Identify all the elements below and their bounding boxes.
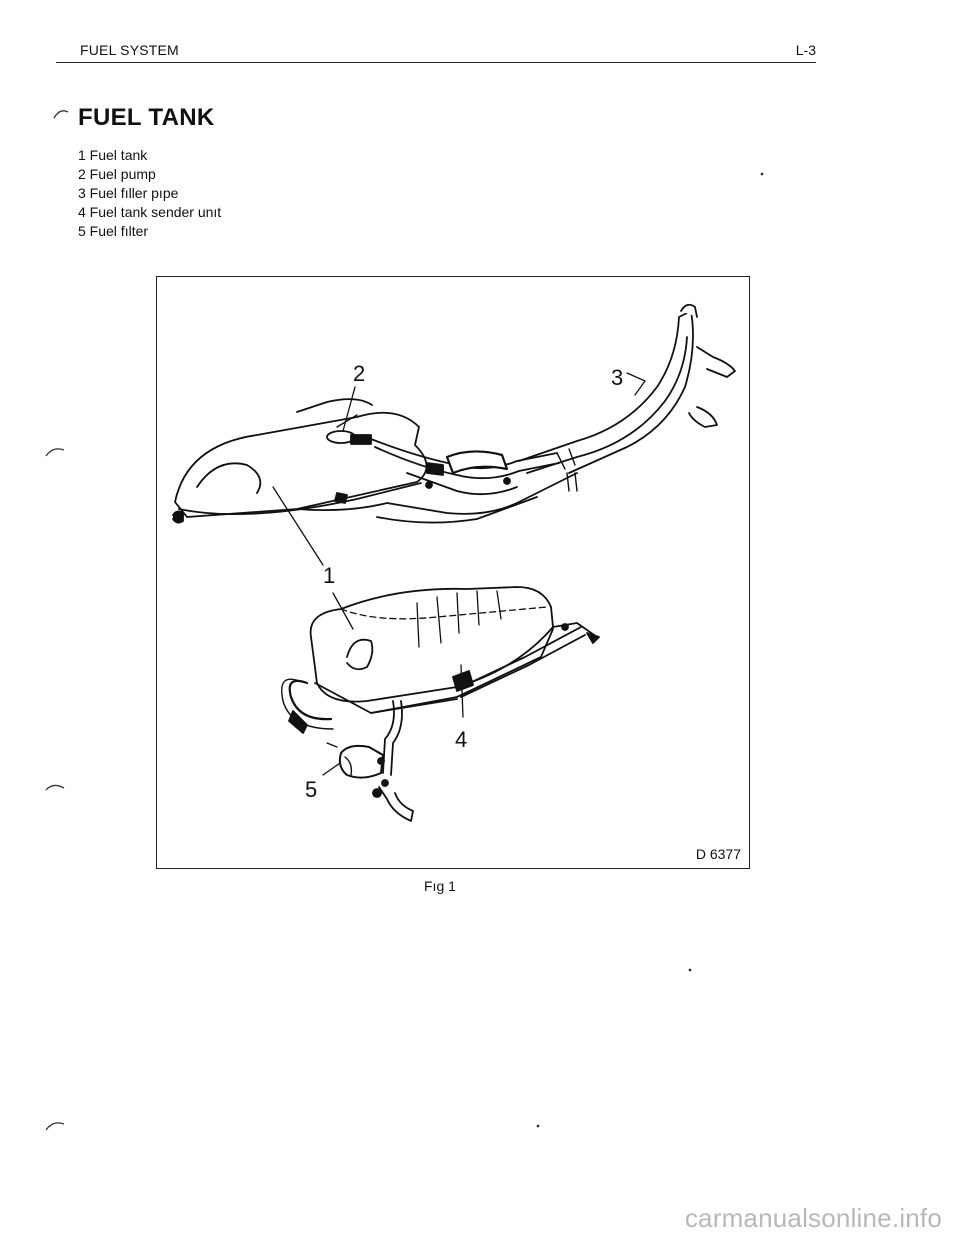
section-title: FUEL SYSTEM (80, 42, 179, 58)
fuel-filter-shape (340, 746, 383, 778)
callout-4: 4 (455, 727, 468, 752)
list-item: 4 Fuel tank sender unıt (78, 204, 222, 220)
callout-2: 2 (353, 361, 366, 386)
scan-dot-icon (760, 172, 764, 176)
scan-dot-icon (688, 968, 692, 972)
list-item: 1 Fuel tank (78, 147, 148, 163)
callout-3: 3 (611, 365, 624, 390)
sender-unit-shape (453, 671, 473, 691)
filler-pipe-shape (519, 311, 693, 473)
margin-mark-icon (44, 1118, 68, 1132)
parts-list (78, 146, 221, 241)
figure-code: D 6377 (695, 846, 741, 862)
list-item: 5 Fuel fılter (78, 223, 149, 239)
list-item: 2 Fuel pump (78, 166, 156, 182)
scan-dot-icon (536, 1124, 540, 1128)
margin-mark-icon (52, 106, 72, 120)
page-title: FUEL TANK (78, 104, 215, 131)
page-number: L-3 (795, 42, 816, 58)
running-header (56, 40, 816, 63)
lower-tank-outline (311, 587, 553, 702)
filler-hose-shape (447, 451, 507, 473)
callout-1: 1 (323, 563, 336, 588)
margin-mark-icon (44, 444, 68, 458)
upper-tank-outline (175, 413, 427, 517)
margin-mark-icon (44, 780, 68, 794)
callout-5: 5 (305, 777, 318, 802)
figure-caption: Fıg 1 (424, 878, 456, 894)
list-item: 3 Fuel fıller pıpe (78, 185, 179, 201)
figure-frame (156, 276, 750, 869)
watermark: carmanualsonline.info (684, 1203, 942, 1233)
fuel-system-diagram (157, 277, 750, 869)
